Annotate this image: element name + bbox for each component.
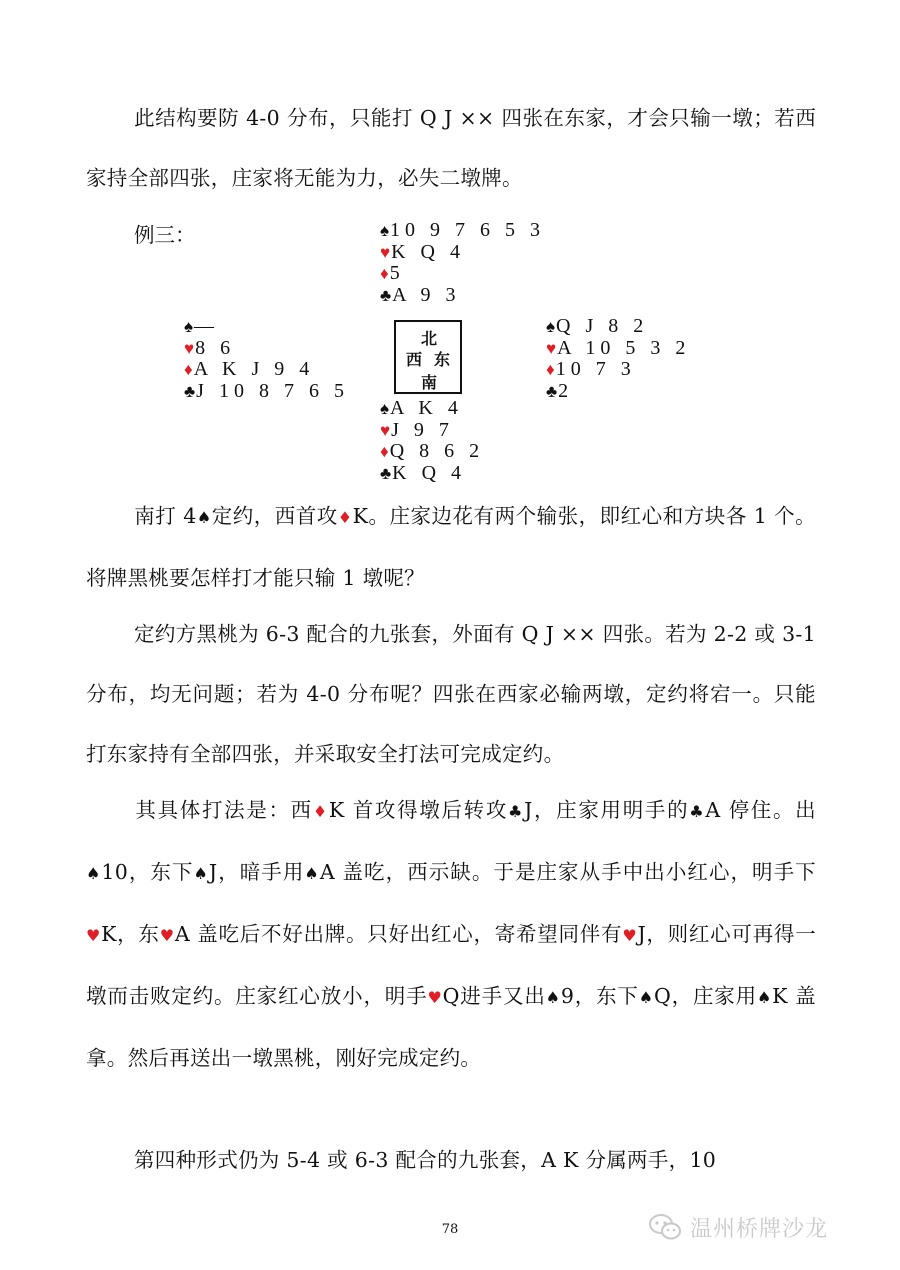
watermark — [648, 1210, 878, 1244]
example-label: 例三： — [134, 223, 196, 247]
spade-icon: ♠ — [756, 988, 773, 1007]
page-number: 78 — [441, 1222, 459, 1237]
spade-icon: ♠ — [380, 221, 390, 240]
club-icon: ♣ — [508, 802, 525, 821]
club-icon: ♣ — [184, 381, 196, 401]
diamond-icon: ♦ — [337, 508, 353, 527]
club-icon: ♣ — [380, 463, 392, 483]
spade-icon: ♠ — [638, 988, 654, 1007]
paragraph-5: 第四种形式仍为 5-4 或 6-3 配合的九张套，A K 分属两手，10 — [134, 1148, 717, 1172]
spade-icon: ♠ — [545, 988, 561, 1007]
compass-east: 东 — [434, 350, 451, 369]
watermark-text: 温州桥牌沙龙 — [690, 1217, 829, 1242]
compass-south: 南 — [421, 373, 438, 392]
diamond-icon: ♦ — [380, 442, 389, 461]
north-hand: ♠10 9 7 6 5 3 ♥K Q 4 ♦5 ♣A 9 3 — [380, 219, 546, 306]
compass-box — [394, 320, 462, 394]
club-icon: ♣ — [689, 802, 706, 821]
paragraph-1: 此结构要防 4-0 分布，只能打 Q J ×× 四张在东家，才会只输一墩；若西家持全部四张，庄家将无能为力，必失二墩牌。 — [86, 106, 816, 190]
wechat-icon — [648, 1212, 682, 1242]
heart-icon: ♥ — [159, 926, 175, 945]
compass-north: 北 — [421, 329, 438, 348]
spade-icon: ♠ — [86, 864, 102, 883]
diamond-icon: ♦ — [184, 360, 193, 379]
spade-icon: ♠ — [196, 508, 212, 527]
east-hand: ♠Q J 8 2 ♥A 10 5 3 2 ♦10 7 3 ♣2 — [546, 315, 691, 402]
spade-icon: ♠ — [380, 399, 390, 418]
club-icon: ♣ — [546, 381, 558, 401]
spade-icon: ♠ — [304, 864, 320, 883]
paragraph-3: 定约方黑桃为 6-3 配合的九张套，外面有 Q J ×× 四张。若为 2-2 或 3-1 分布，均无问题；若为 4-0 分布呢？四张在西家必输两墩，定约将宕一。只能打东家持有全部四张，并采取安全打法可完成定约。 — [86, 622, 816, 766]
west-hand: ♠— ♥8 6 ♦A K J 9 4 ♣J 10 8 7 6 5 — [184, 315, 349, 402]
heart-icon: ♥ — [86, 926, 102, 945]
compass-west: 西 — [406, 350, 423, 369]
diamond-icon: ♦ — [312, 802, 329, 821]
spade-icon: ♠ — [193, 864, 209, 883]
diamond-icon: ♦ — [546, 360, 555, 379]
south-hand: ♠A K 4 ♥J 9 7 ♦Q 8 6 2 ♣K Q 4 — [380, 397, 485, 484]
heart-icon: ♥ — [546, 338, 557, 358]
heart-icon: ♥ — [184, 338, 195, 358]
heart-icon: ♥ — [380, 420, 391, 440]
diamond-icon: ♦ — [380, 264, 389, 283]
spade-icon: ♠ — [546, 317, 556, 336]
heart-icon: ♥ — [380, 242, 391, 262]
paragraph-4: 其具体打法是：西♦K 首攻得墩后转攻♣J，庄家用明手的♣A 停住。出♠10，东下♠J，暗手用♠A 盖吃，西示缺。于是庄家从手中出小红心，明手下♥K，东♥A 盖吃后不好出牌。只好出红心，寄希望同伴有♥J，则红心可再得一墩而击败定约。庄家红心放小，明手♥Q进手又出♠9，东下♠Q，庄家用♠K 盖拿。然后再送出一墩黑桃，刚好完成定约。 — [86, 798, 817, 1070]
club-icon: ♣ — [380, 285, 392, 305]
spade-icon: ♠ — [184, 317, 194, 336]
paragraph-2: 南打 4♠定约，西首攻♦K。庄家边花有两个输张，即红心和方块各 1 个。将牌黑桃要怎样打才能只输 1 墩呢？ — [86, 504, 816, 590]
heart-icon: ♥ — [622, 926, 638, 945]
heart-icon: ♥ — [427, 988, 443, 1007]
